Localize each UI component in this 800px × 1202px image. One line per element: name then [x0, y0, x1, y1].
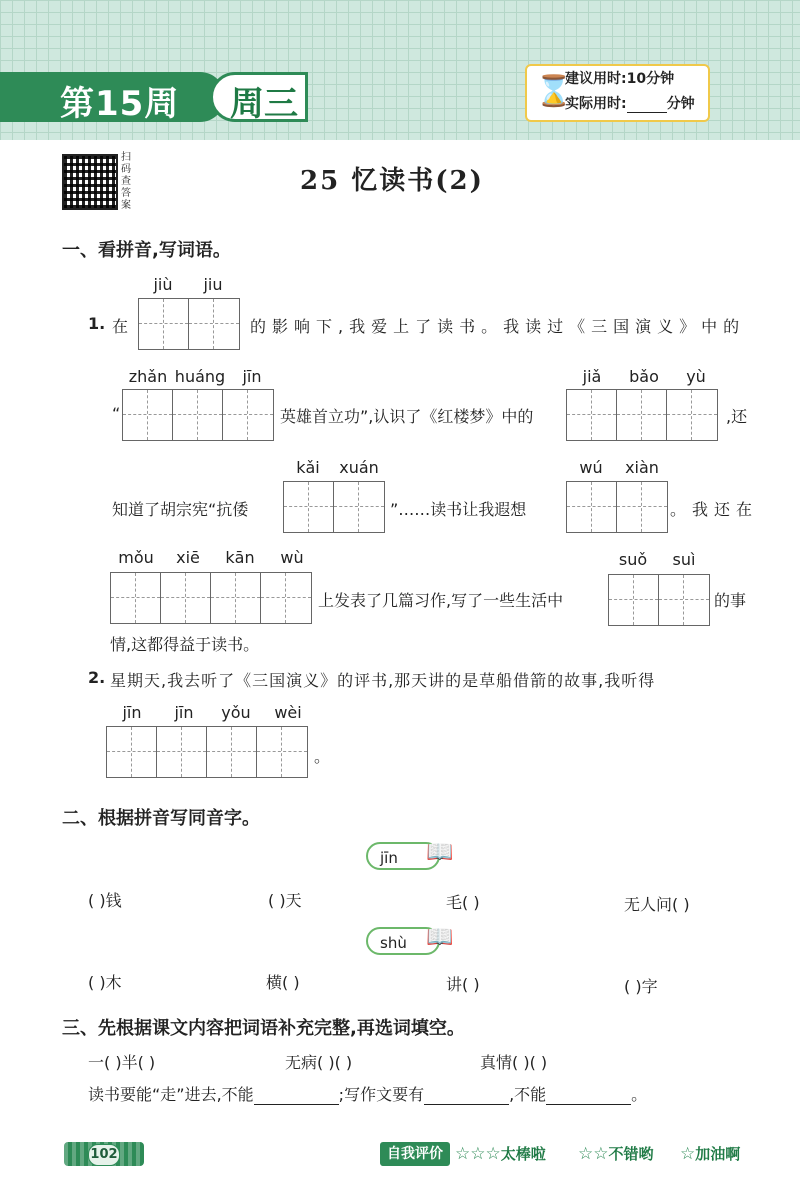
answer-boxes-jinjinyouwei[interactable]: [106, 726, 308, 778]
actual-time-unit: 分钟: [666, 96, 695, 112]
page-number: 102: [88, 1144, 120, 1166]
section1-title: 一、看拼音,写词语。: [62, 240, 231, 261]
eval-great-label: 太棒啦: [500, 1145, 546, 1163]
fill-blank-1[interactable]: [254, 1090, 339, 1105]
pinyin-syllable: xuán: [339, 458, 379, 477]
q1-line3-post: 。我还在: [670, 500, 759, 519]
hourglass-icon: ⌛: [535, 74, 573, 109]
q2-text: 星期天,我去听了《三国演义》的评书,那天讲的是草船借箭的故事,我听得: [110, 671, 656, 690]
answer-boxes-wuxian[interactable]: [566, 481, 668, 533]
pinyin-syllable: jīn: [122, 703, 142, 722]
pinyin-bubble-shu: shù: [366, 927, 440, 955]
pinyin-syllable: suì: [672, 550, 696, 569]
qr-label: 扫码查答案: [121, 152, 131, 211]
qr-code-icon[interactable]: [62, 154, 118, 210]
pinyin-syllable: jiǎ: [582, 367, 602, 386]
day-label: 周三: [230, 84, 298, 124]
q2-post: 。: [314, 747, 331, 766]
pinyin-syllable: xiē: [176, 548, 200, 567]
pinyin-syllable: kān: [225, 548, 255, 567]
pinyin-syllable: jīn: [242, 367, 262, 386]
eval-try-label: 加油啊: [695, 1145, 741, 1163]
homophone-shu-4[interactable]: ( )字: [624, 977, 658, 996]
answer-boxes-jiabaoyu[interactable]: [566, 389, 718, 441]
lesson-title: 25 忆读书(2): [300, 166, 484, 196]
eval-option-good[interactable]: [578, 1143, 654, 1164]
homophone-jin-2[interactable]: ( )天: [268, 891, 302, 910]
pinyin-zhanhuangjin: [122, 367, 278, 386]
pinyin-kaixuan: [283, 458, 385, 477]
fill-text-b: ;写作文要有: [338, 1085, 425, 1104]
pinyin-syllable: wú: [579, 458, 603, 477]
pinyin-bubble-jin: jīn: [366, 842, 440, 870]
pinyin-syllable: wù: [280, 548, 304, 567]
q1-line1-post: 的影响下,我爱上了读书。我读过《三国演义》中的: [250, 317, 746, 336]
q1-line1-pre: 在: [112, 317, 129, 336]
homophone-shu-3[interactable]: 讲( ): [446, 975, 480, 994]
q1-line4-post: 的事: [714, 591, 747, 610]
q2-number: 2.: [88, 668, 106, 687]
actual-time-blank[interactable]: [627, 98, 667, 113]
pinyin-syllable: xiàn: [625, 458, 659, 477]
pinyin-syllable: jīn: [174, 703, 194, 722]
actual-time-label: 实际用时:: [565, 96, 627, 112]
homophone-jin-1[interactable]: ( )钱: [88, 891, 122, 910]
answer-boxes-jiujiu[interactable]: [138, 298, 240, 350]
answer-boxes-kaixuan[interactable]: [283, 481, 385, 533]
fill-text-c: ,不能: [509, 1085, 547, 1104]
fill-text-a: 读书要能“走”进去,不能: [88, 1085, 254, 1104]
fill-text-d: 。: [631, 1085, 648, 1104]
eval-option-great[interactable]: [455, 1143, 546, 1164]
star-icon: ☆☆: [578, 1144, 609, 1164]
week-label: 第15周: [60, 84, 180, 124]
self-eval-label: 自我评价: [380, 1142, 450, 1166]
pinyin-syllable: jiù: [153, 275, 173, 294]
answer-boxes-suosui[interactable]: [608, 574, 710, 626]
book-icon: 📖: [426, 925, 454, 950]
q1-number: 1.: [88, 314, 106, 333]
answer-boxes-zhanhuangjin[interactable]: [122, 389, 274, 441]
q1-line2-post: ,还: [726, 407, 748, 426]
pinyin-jiabaoyu: [566, 367, 722, 386]
actual-time: [565, 93, 695, 113]
pinyin-suosui: [608, 550, 710, 569]
pinyin-syllable: zhǎn: [128, 367, 168, 386]
pinyin-syllable: suǒ: [618, 550, 648, 569]
answer-boxes-mouxiekanwu[interactable]: [110, 572, 312, 624]
pinyin-syllable: jiu: [203, 275, 223, 294]
q1-line3-pre: 知道了胡宗宪“抗倭: [112, 500, 249, 519]
q1-line5: 情,这都得益于读书。: [110, 635, 260, 654]
q1-line2-mid: 英雄首立功”,认识了《红楼梦》中的: [280, 407, 534, 426]
eval-option-try[interactable]: [680, 1143, 740, 1164]
q1-line2-pre: “: [112, 404, 121, 423]
pinyin-syllable: yǒu: [221, 703, 251, 722]
pinyin-syllable: yù: [686, 367, 706, 386]
pinyin-jiujiu: [138, 275, 238, 294]
fill-sentence: [88, 1082, 647, 1105]
star-icon: ☆: [680, 1144, 696, 1164]
fill-blank-2[interactable]: [424, 1090, 509, 1105]
idiom-1[interactable]: 一( )半( ): [88, 1053, 156, 1072]
idiom-2[interactable]: 无病( )( ): [285, 1053, 353, 1072]
pinyin-syllable: wèi: [274, 703, 302, 722]
fill-blank-3[interactable]: [546, 1090, 631, 1105]
pinyin-wuxian: [566, 458, 668, 477]
star-icon: ☆☆☆: [455, 1144, 501, 1164]
eval-good-label: 不错哟: [608, 1145, 654, 1163]
q1-line3-mid: ”……读书让我遐想: [390, 500, 527, 519]
section2-title: 二、根据拼音写同音字。: [62, 808, 260, 829]
pinyin-syllable: kǎi: [296, 458, 320, 477]
pinyin-syllable: huáng: [174, 367, 226, 386]
pinyin-syllable: bǎo: [629, 367, 659, 386]
homophone-shu-2[interactable]: 横( ): [266, 973, 300, 992]
pinyin-mouxiekanwu: [110, 548, 318, 567]
suggested-time: 建议用时:10分钟: [565, 71, 675, 87]
pinyin-jinjinyouwei: [106, 703, 314, 722]
homophone-jin-4[interactable]: 无人问( ): [624, 895, 690, 914]
book-icon: 📖: [426, 840, 454, 865]
section3-title: 三、先根据课文内容把词语补充完整,再选词填空。: [62, 1018, 465, 1039]
pinyin-syllable: mǒu: [118, 548, 154, 567]
homophone-jin-3[interactable]: 毛( ): [446, 893, 480, 912]
homophone-shu-1[interactable]: ( )木: [88, 973, 122, 992]
idiom-3[interactable]: 真情( )( ): [480, 1053, 548, 1072]
q1-line4-mid: 上发表了几篇习作,写了一些生活中: [318, 591, 564, 610]
